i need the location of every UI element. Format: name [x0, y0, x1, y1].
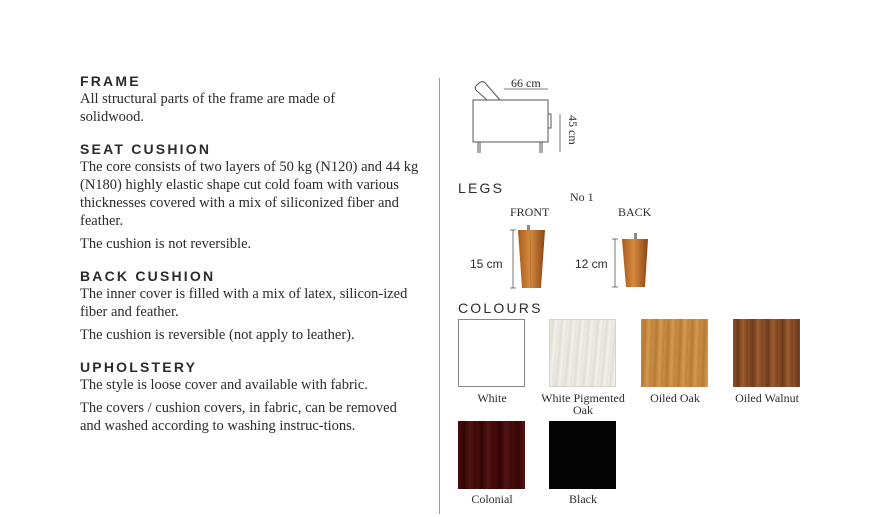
legs-heading: LEGS: [458, 180, 505, 196]
back-leg-height-label: 12 cm: [575, 257, 608, 271]
section-heading: BACK CUSHION: [80, 268, 216, 284]
section-upholstery: [80, 358, 425, 435]
section-paragraph: The style is loose cover and available with fabric.: [80, 377, 368, 393]
colours-heading: COLOURS: [458, 300, 543, 316]
height-dimension-label: 45 cm: [566, 115, 580, 145]
colour-swatch-black[interactable]: [549, 421, 616, 489]
colour-label-oiled-walnut: Oiled Walnut: [735, 391, 799, 405]
section-paragraph: The cushion is reversible (not apply to leather).: [80, 327, 355, 343]
back-leg-label: BACK: [618, 205, 652, 219]
specification-text-column: [80, 72, 425, 435]
section-heading: SEAT CUSHION: [80, 141, 212, 157]
colour-label-colonial: Colonial: [471, 492, 513, 506]
front-leg-image: [508, 225, 550, 291]
column-divider: [439, 78, 440, 514]
section-paragraph: The covers / cushion covers, in fabric, can be removed and washed according to washing instruc-tions.: [80, 400, 397, 434]
colour-swatch-white-pigmented-oak[interactable]: [549, 319, 616, 387]
section-paragraph: The inner cover is filled with a mix of latex, silicon-ized fiber and feather.: [80, 286, 408, 320]
colour-swatch-white[interactable]: [458, 319, 525, 387]
colour-label-oiled-oak: Oiled Oak: [650, 391, 700, 405]
section-paragraph: The core consists of two layers of 50 kg (N120) and 44 kg (N180) highly elastic shape cut cold foam with various thicknesses covered with a mix of siliconized fiber and feather.: [80, 159, 419, 229]
colour-label-white-pigmented-oak: White Pigmented Oak: [541, 391, 625, 417]
colour-label-black: Black: [569, 492, 597, 506]
front-leg-height-label: 15 cm: [470, 257, 503, 271]
back-leg-image: [610, 233, 652, 289]
front-leg-label: FRONT: [510, 205, 550, 219]
section-back-cushion: [80, 267, 425, 344]
colour-swatch-oiled-walnut[interactable]: [733, 319, 800, 387]
section-frame: [80, 72, 425, 126]
section-heading: UPHOLSTERY: [80, 359, 198, 375]
width-dimension-label: 66 cm: [511, 76, 541, 90]
leg-option-label: No 1: [570, 190, 594, 204]
section-paragraph: All structural parts of the frame are made of solidwood.: [80, 91, 336, 125]
section-heading: FRAME: [80, 73, 141, 89]
section-seat-cushion: [80, 140, 425, 253]
colour-swatch-oiled-oak[interactable]: [641, 319, 708, 387]
colour-swatch-colonial[interactable]: [458, 421, 525, 489]
section-paragraph: The cushion is not reversible.: [80, 236, 252, 252]
colour-label-white: White: [477, 391, 507, 405]
